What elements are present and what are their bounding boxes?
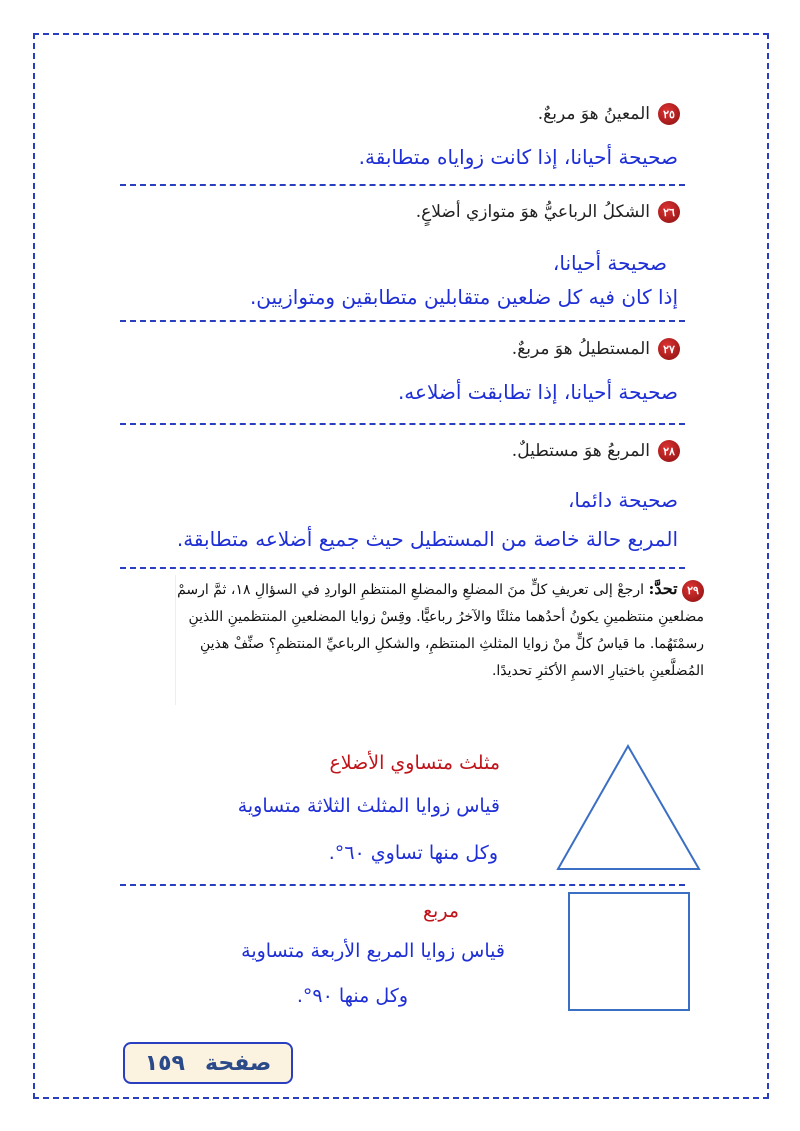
- page-number: ١٥٩: [144, 1050, 185, 1076]
- challenge-question-29: [175, 575, 704, 705]
- square-line-1: قياس زوايا المربع الأربعة متساوية: [241, 940, 505, 962]
- question-statement: المستطيلُ هوَ مربعٌ.: [511, 339, 650, 359]
- question-statement: الشكلُ الرباعيُّ هوَ متوازي أضلاعٍ.: [415, 202, 650, 222]
- question-statement: المربعُ هوَ مستطيلٌ.: [511, 441, 650, 461]
- question-number-badge: ٢٨: [658, 440, 680, 462]
- triangle-title: مثلث متساوي الأضلاع: [329, 752, 500, 774]
- challenge-text: ارجعْ إلى تعريفِ كلٍّ منَ المضلعِ والمضلعِ المنتظمِ الواردِ في السؤالِ ١٨، ثمَّ ارسمْ مضلعينِ منتظمينِ يكونُ أحدُهما مثلثًا والآخرُ رباعيًّا. وقِسْ زوايا المضلعينِ المنتظمينِ اللذينِ رسمْتَهُما. ما قياسُ كلٍّ منْ زوايا المثلثِ المنتظمِ، والشكلِ الرباعيِّ المنتظمِ؟ صنِّفْ هذينِ المُضلَّعينِ باختيارِ الاسمِ الأكثرِ تحديدًا.: [177, 582, 704, 679]
- question-27: [512, 338, 680, 360]
- question-number-badge: ٢٦: [658, 201, 680, 223]
- divider: [120, 884, 685, 886]
- question-26: [416, 201, 680, 223]
- divider: [120, 320, 685, 322]
- answer-28-line-1: صحيحة دائما،: [567, 488, 678, 512]
- triangle-line-2: وكل منها تساوي ٦٠°.: [328, 842, 498, 864]
- question-number-badge: ٢٥: [658, 103, 680, 125]
- answer-26-line-1: صحيحة أحيانا،: [552, 251, 667, 275]
- page-label: صفحة: [205, 1050, 272, 1076]
- question-25: [538, 103, 680, 125]
- answer-26-line-2: إذا كان فيه كل ضلعين متقابلين متطابقين ومتوازيين.: [249, 285, 678, 309]
- page-number-plaque: [123, 1042, 293, 1084]
- square-line-2: وكل منها ٩٠°.: [296, 985, 408, 1007]
- answer-28-line-2: المربع حالة خاصة من المستطيل حيث جميع أضلاعه متطابقة.: [176, 527, 678, 551]
- divider: [120, 567, 685, 569]
- question-number-badge: ٢٩: [682, 580, 704, 602]
- equilateral-triangle-drawing: [555, 742, 705, 872]
- answer-25: صحيحة أحيانا، إذا كانت زواياه متطابقة.: [358, 145, 678, 169]
- square-title: مربع: [422, 900, 459, 922]
- question-statement: المعينُ هوَ مربعٌ.: [537, 104, 650, 124]
- question-number-badge: ٢٧: [658, 338, 680, 360]
- question-28: [512, 440, 680, 462]
- square-drawing: [568, 892, 690, 1011]
- divider: [120, 184, 685, 186]
- answer-27: صحيحة أحيانا، إذا تطابقت أضلاعه.: [397, 380, 678, 404]
- triangle-line-1: قياس زوايا المثلث الثلاثة متساوية: [237, 795, 500, 817]
- divider: [120, 423, 685, 425]
- challenge-label: تحدَّ:: [648, 579, 678, 598]
